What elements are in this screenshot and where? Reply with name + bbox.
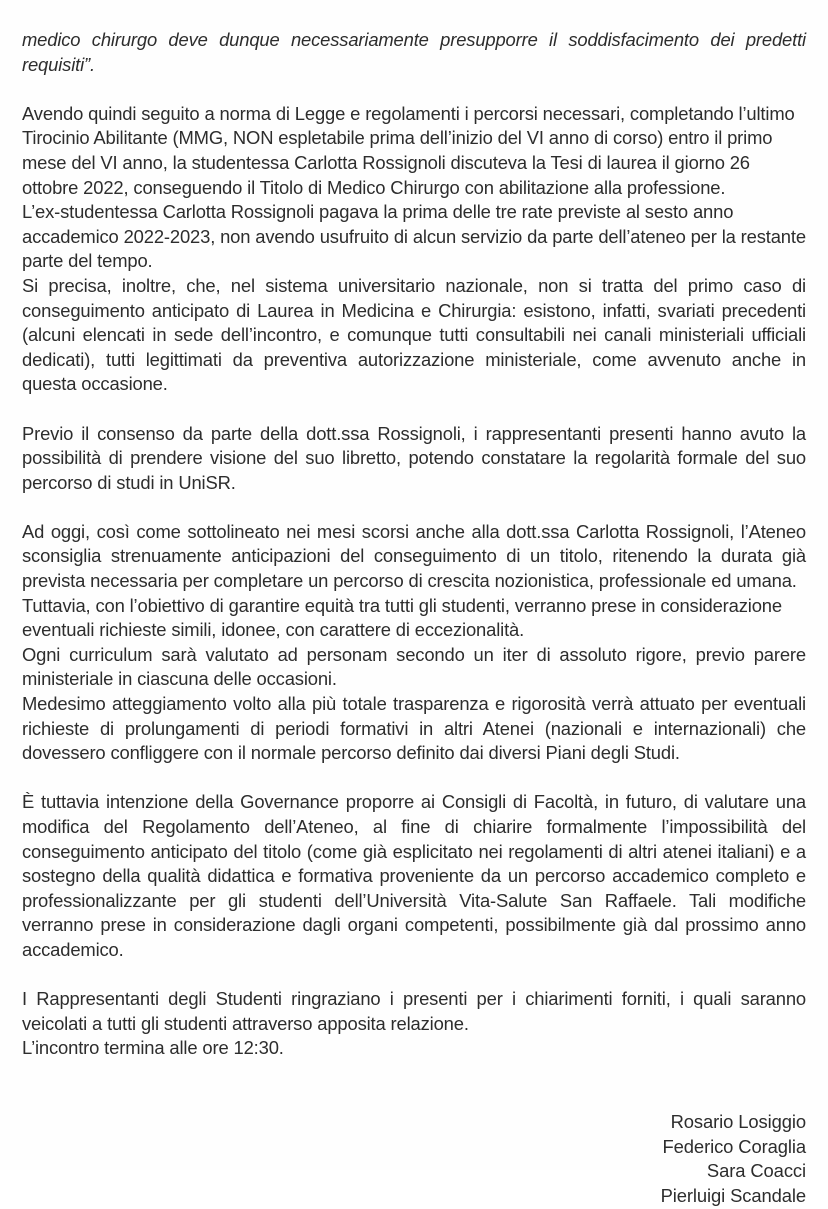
paragraph-ateneo-sconsiglia: Ad oggi, così come sottolineato nei mesi scorsi anche alla dott.ssa Carlotta Rossignoli, l’Ateneo sconsiglia strenuamente anticipazioni del conseguimento di un titolo, ritenendo la durata già prevista necessaria per completare un percorso di crescita nozionistica, professionale ed umana. bbox=[22, 520, 806, 592]
paragraph-curriculum-ad-personam: Ogni curriculum sarà valutato ad personam secondo un iter di assoluto rigore, previo parere ministeriale in ciascuna delle occasioni. bbox=[22, 643, 806, 690]
paragraph-spacer-7 bbox=[22, 1086, 806, 1111]
paragraph-prolungamenti-atenei: Medesimo atteggiamento volto alla più totale trasparenza e rigorosità verrà attuato per eventuali richieste di prolungamenti di periodi formativi in altri Atenei (nazionali e internazionali) che dovessero confliggere con il normale percorso definito dai diversi Piani degli Studi. bbox=[22, 693, 806, 764]
paragraph-spacer-6 bbox=[22, 1061, 806, 1086]
paragraph-spacer-3 bbox=[22, 495, 806, 520]
quoted-regulation-paragraph: medico chirurgo deve dunque necessariamente presupporre il soddisfacimento dei predetti requisiti”. bbox=[22, 29, 806, 75]
paragraph-modifica-regolamento: È tuttavia intenzione della Governance proporre ai Consigli di Facoltà, in futuro, di valutare una modifica del Regolamento dell’Ateneo, al fine di chiarire formalmente l’impossibilità del conseguimento anticipato del titolo (come già esplicitato nei regolamenti di altri atenei italiani) e a sostegno della qualità didattica e formativa proveniente da un percorso accademico completo e professionalizzante per gli studenti dell’Università Vita-Salute San Raffaele. Tali modifiche verranno prese in considerazione dagli organi competenti, possibilmente già dal prossimo anno accademico. bbox=[22, 791, 806, 960]
signature-block bbox=[22, 1110, 806, 1208]
signature-line: Pierluigi Scandale bbox=[660, 1184, 806, 1206]
paragraph-ringraziamenti: I Rappresentanti degli Studenti ringraziano i presenti per i chiarimenti forniti, i quali saranno veicolati a tutti gli studenti attraverso apposita relazione. bbox=[22, 988, 806, 1034]
signature-line: Federico Coraglia bbox=[662, 1135, 806, 1157]
paragraph-equita-studenti: Tuttavia, con l’obiettivo di garantire equità tra tutti gli studenti, verranno prese in considerazione eventuali richieste simili, idonee, con carattere di eccezionalità. bbox=[22, 594, 782, 641]
signature-line: Rosario Losiggio bbox=[670, 1111, 806, 1133]
signature-line: Sara Coacci bbox=[706, 1160, 806, 1182]
document-body bbox=[22, 0, 806, 1209]
paragraph-percorso-necessario: Avendo quindi seguito a norma di Legge e regolamenti i percorsi necessari, completando l’ultimo Tirocinio Abilitante (MMG, NON espletabile prima dell’inizio del VI anno di corso) entro il primo mese del VI anno, la studentessa Carlotta Rossignoli discuteva la Tesi di laurea il giorno 26 ottobre 2022, conseguendo il Titolo di Medico Chirurgo con abilitazione alla professione. bbox=[22, 102, 795, 198]
paragraph-spacer-2 bbox=[22, 397, 806, 422]
paragraph-spacer-5 bbox=[22, 963, 806, 988]
top-spacer bbox=[22, 0, 806, 28]
paragraph-spacer-1 bbox=[22, 77, 806, 102]
paragraph-spacer-4 bbox=[22, 766, 806, 791]
paragraph-consenso-libretto: Previo il consenso da parte della dott.ssa Rossignoli, i rappresentanti presenti hanno avuto la possibilità di prendere visione del suo libretto, potendo constatare la regolarità formale del suo percorso di studi in UniSR. bbox=[22, 422, 806, 493]
paragraph-orario-chiusura: L’incontro termina alle ore 12:30. bbox=[22, 1037, 284, 1059]
paragraph-precedenti-nazionali: Si precisa, inoltre, che, nel sistema universitario nazionale, non si tratta del primo caso di conseguimento anticipato di Laurea in Medicina e Chirurgia: esistono, infatti, svariati precedenti (alcuni elencati in sede dell’incontro, e comunque tutti consultabili nei canali ministeriali ufficiali dedicati), tutti legittimati da preventiva autorizzazione ministeriale, come avvenuto anche in questa occasione. bbox=[22, 274, 806, 395]
paragraph-rate-sesto-anno: L’ex-studentessa Carlotta Rossignoli pagava la prima delle tre rate previste al sesto anno accademico 2022-2023, non avendo usufruito di alcun servizio da parte dell’ateneo per la restante parte del tempo. bbox=[22, 201, 806, 272]
